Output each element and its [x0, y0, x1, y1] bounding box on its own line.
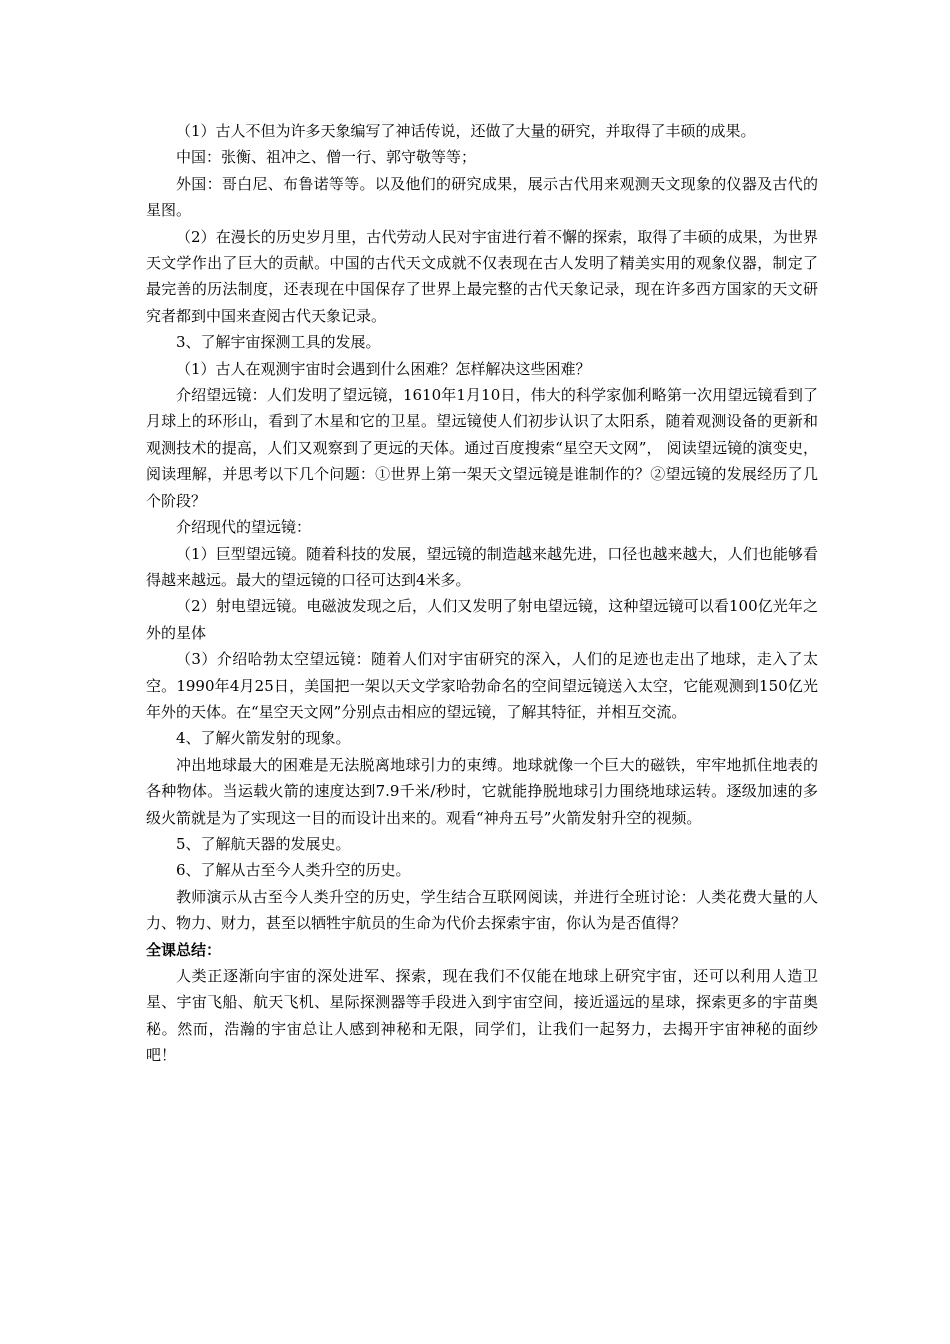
document-body	[146, 118, 818, 1069]
paragraph: 4、了解火箭发射的现象。	[176, 729, 351, 748]
paragraph: （1）巨型望远镜。随着科技的发展，望远镜的制造越来越先进，口径也越来越大，人们也能够看得越来越远。最大的望远镜的口径可达到4米多。	[146, 544, 818, 589]
paragraph: （3）介绍哈勃太空望远镜：随着人们对宇宙研究的深入，人们的足迹也走出了地球，走入了太空。1990年4月25日，美国把一架以天文学家哈勃命名的空间望远镜送入太空，它能观测到150亿光年外的天体。在“星空天文网”分别点击相应的望远镜，了解其特征，并相互交流。	[146, 650, 818, 721]
paragraph: 5、了解航天器的发展史。	[176, 834, 351, 853]
summary-heading: 全课总结：	[146, 940, 222, 959]
paragraph: 中国：张衡、祖冲之、僧一行、郭守敬等等；	[176, 148, 477, 167]
paragraph: （1）古人在观测宇宙时会遇到什么困难？怎样解决这些困难？	[176, 359, 591, 378]
paragraph: 介绍望远镜：人们发明了望远镜，1610年1月10日，伟大的科学家伽利略第一次用望远镜看到了月球上的环形山，看到了木星和它的卫星。望远镜使人们初步认识了太阳系，随着观测设备的更新和观测技术的提高，人们又观察到了更远的天体。通过百度搜索“星空天文网”， 阅读望远镜的演变史，阅读理解，并思考以下几个问题：①世界上第一架天文望远镜是谁制作的？②望远镜的发展经历了几个阶段？	[146, 386, 818, 510]
paragraph: 教师演示从古至今人类升空的历史，学生结合互联网阅读，并进行全班讨论：人类花费大量的人力、物力、财力，甚至以牺牲宇航员的生命为代价去探索宇宙，你认为是否值得？	[146, 887, 818, 933]
paragraph: 6、了解从古至今人类升空的历史。	[176, 861, 411, 880]
paragraph: 冲出地球最大的困难是无法脱离地球引力的束缚。地球就像一个巨大的磁铁，牢牢地抓住地表的各种物体。当运载火箭的速度达到7.9千米/秒时，它就能挣脱地球引力围绕地球运转。逐级加速的多级火箭就是为了实现这一目的而设计出来的。观看“神舟五号”火箭发射升空的视频。	[146, 755, 818, 827]
paragraph: （2）射电望远镜。电磁波发现之后，人们又发明了射电望远镜，这种望远镜可以看100亿光年之外的星体	[146, 597, 818, 642]
paragraph: （1）古人不但为许多天象编写了神话传说，还做了大量的研究，并取得了丰硕的成果。	[176, 122, 756, 140]
paragraph: （2）在漫长的历史岁月里，古代劳动人民对宇宙进行着不懈的探索，取得了丰硕的成果，为世界天文学作出了巨大的贡献。中国的古代天文成就不仅表现在古人发明了精美实用的观象仪器，制定了最完善的历法制度，还表现在中国保存了世界上最完整的古代天象记录，现在许多西方国家的天文研究者都到中国来查阅古代天象记录。	[146, 227, 818, 325]
paragraph: 介绍现代的望远镜：	[176, 518, 312, 537]
summary-paragraph: 人类正逐渐向宇宙的深处进军、探索，现在我们不仅能在地球上研究宇宙，还可以利用人造卫星、宇宙飞船、航天飞机、星际探测器等手段进入到宇宙空间，接近遥远的星球，探索更多的宇苗奥秘。然而，浩瀚的宇宙总让人感到神秘和无限，同学们，让我们一起努力，去揭开宇宙神秘的面纱吧！	[146, 967, 818, 1065]
paragraph: 3、了解宇宙探测工具的发展。	[176, 333, 381, 352]
paragraph: 外国：哥白尼、布鲁诺等等。以及他们的研究成果，展示古代用来观测天文现象的仪器及古代的星图。	[146, 174, 818, 220]
